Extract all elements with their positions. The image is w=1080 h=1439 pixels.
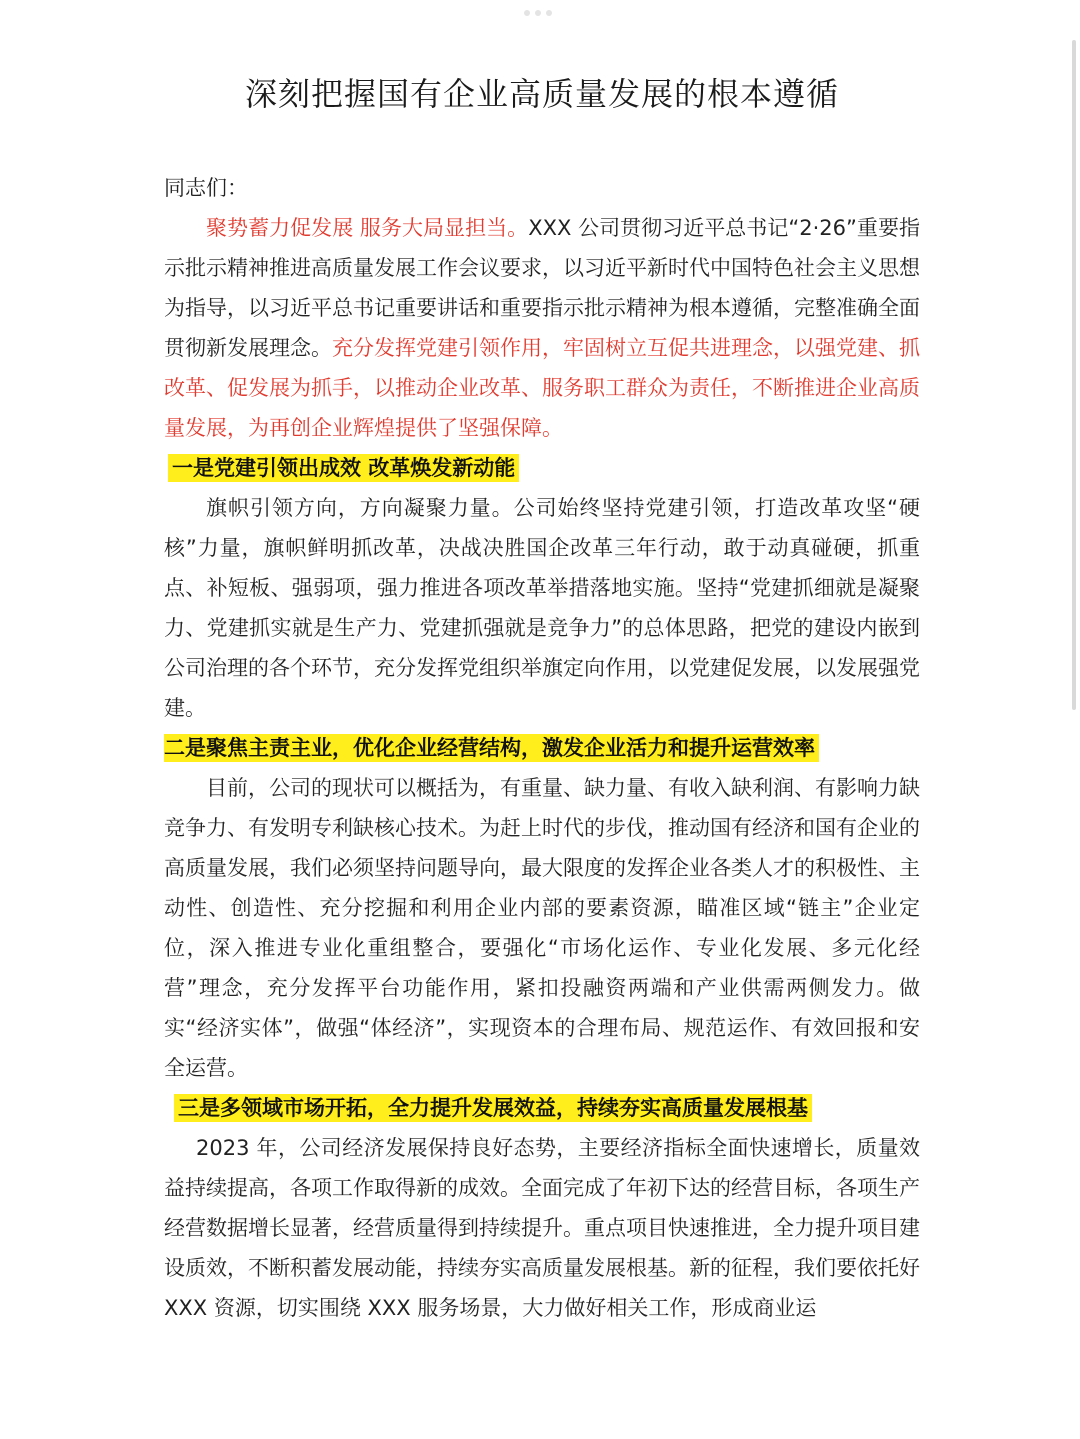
highlighted-heading: 三是多领域市场开拓，全力提升发展效益，持续夯实高质量发展根基 bbox=[174, 1094, 812, 1122]
salutation: 同志们： bbox=[164, 176, 248, 200]
body-text: XXX 公司贯彻习近平总书记“2·26”重要指示批示精神推进高质量发展工作会议要求，以习近平新时代中国特色社会主义思想为指导，以习近平总书记重要讲话和重要指示批示精神为根本遵循，完整准确全面贯彻新发展理念。 bbox=[164, 216, 920, 360]
page-indicator bbox=[524, 10, 552, 16]
red-emphasis-text: 充分发挥党建引领作用，牢固树立互促共进理念，以强党建、抓改革、促发展为抓手，以推动企业改革、服务职工群众为责任，不断推进企业高质量发展，为再创企业辉煌提供了坚强保障。 bbox=[164, 336, 920, 440]
page-dot bbox=[546, 10, 552, 16]
section-heading-3 bbox=[164, 1088, 920, 1128]
highlighted-heading: 一是党建引领出成效 改革焕发新动能 bbox=[168, 454, 519, 482]
red-lead-text: 聚势蓄力促发展 服务大局显担当。 bbox=[206, 216, 529, 240]
scrollbar[interactable] bbox=[1072, 40, 1076, 710]
paragraph-1 bbox=[164, 208, 920, 448]
document-title: 深刻把握国有企业高质量发展的根本遵循 bbox=[244, 75, 839, 113]
paragraph-4: 2023 年，公司经济发展保持良好态势，主要经济指标全面快速增长，质量效益持续提高，各项工作取得新的成效。全面完成了年初下达的经营目标，各项生产经营数据增长显著，经营质量得到持续提升。重点项目快速推进，全力提升项目建设质效，不断积蓄发展动能，持续夯实高质量发展根基。新的征程，我们要依托好 XXX 资源，切实围绕 XXX 服务场景，大力做好相关工作，形成商业运 bbox=[164, 1136, 920, 1320]
section-heading-1 bbox=[164, 448, 920, 488]
paragraph-3: 目前，公司的现状可以概括为，有重量、缺力量、有收入缺利润、有影响力缺竞争力、有发明专利缺核心技术。为赶上时代的步伐，推动国有经济和国有企业的高质量发展，我们必须坚持问题导向，最大限度的发挥企业各类人才的积极性、主动性、创造性、充分挖掘和利用企业内部的要素资源，瞄准区域“链主”企业定位，深入推进专业化重组整合，要强化“市场化运作、专业化发展、多元化经营”理念，充分发挥平台功能作用，紧扣投融资两端和产业供需两侧发力。做实“经济实体”，做强“体经济”，实现资本的合理布局、规范运作、有效回报和安全运营。 bbox=[164, 776, 920, 1080]
paragraph-2: 旗帜引领方向，方向凝聚力量。公司始终坚持党建引领，打造改革攻坚“硬核”力量，旗帜鲜明抓改革，决战决胜国企改革三年行动，敢于动真碰硬，抓重点、补短板、强弱项，强力推进各项改革举措落地实施。坚持“党建抓细就是凝聚力、党建抓实就是生产力、党建抓强就是竞争力”的总体思路，把党的建设内嵌到公司治理的各个环节，充分发挥党组织举旗定向作用，以党建促发展，以发展强党建。 bbox=[164, 496, 920, 720]
page-dot bbox=[524, 10, 530, 16]
page-dot bbox=[535, 10, 541, 16]
section-heading-2 bbox=[164, 728, 920, 768]
document-body bbox=[164, 70, 920, 1328]
highlighted-heading: 二是聚焦主责主业，优化企业经营结构，激发企业活力和提升运营效率 bbox=[164, 734, 819, 762]
